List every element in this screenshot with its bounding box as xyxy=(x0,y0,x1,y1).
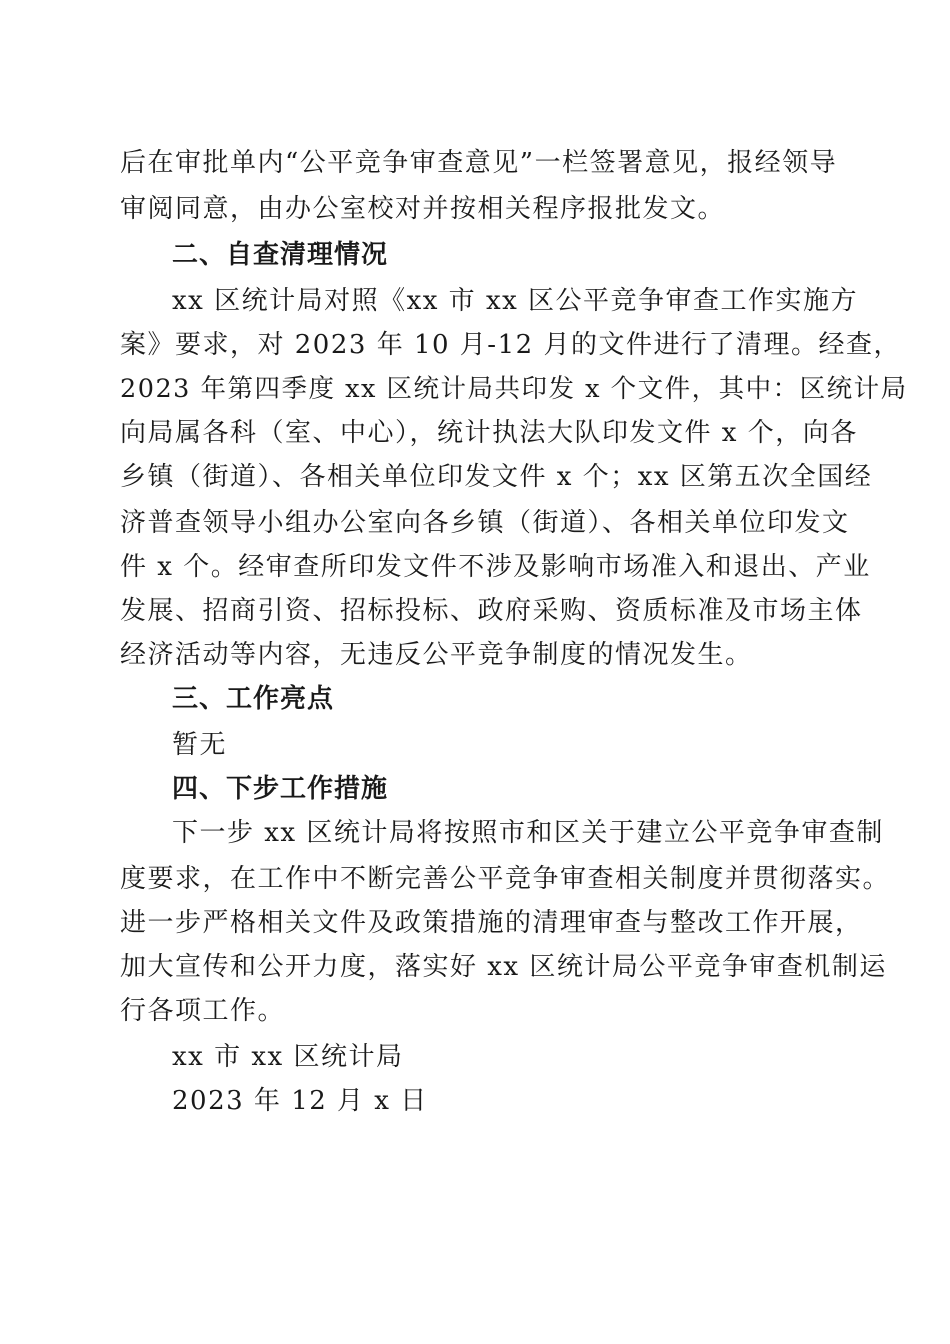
paragraph-line: 行各项工作。 xyxy=(120,996,286,1026)
paragraph-line: xx 区统计局对照《xx 市 xx 区公平竞争审查工作实施方 xyxy=(172,286,859,316)
signature-org: xx 市 xx 区统计局 xyxy=(172,1042,404,1072)
paragraph-line: 暂无 xyxy=(172,730,228,760)
section-heading: 三、工作亮点 xyxy=(172,684,335,714)
paragraph-line: 下一步 xx 区统计局将按照市和区关于建立公平竞争审查制 xyxy=(172,818,884,848)
section-heading: 四、下步工作措施 xyxy=(172,774,389,804)
paragraph-line: 向局属各科（室、中心），统计执法大队印发文件 x 个，向各 xyxy=(120,418,858,448)
signature-date: 2023 年 12 月 x 日 xyxy=(172,1086,428,1116)
paragraph-line: 加大宣传和公开力度，落实好 xx 区统计局公平竞争审查机制运 xyxy=(120,952,887,982)
paragraph-line: 乡镇（街道）、各相关单位印发文件 x 个；xx 区第五次全国经 xyxy=(120,462,873,492)
paragraph-line: 案》要求，对 2023 年 10 月-12 月的文件进行了清理。经查， xyxy=(120,330,901,360)
paragraph-line: 度要求，在工作中不断完善公平竞争审查相关制度并贯彻落实。 xyxy=(120,864,891,894)
paragraph-line: 经济活动等内容，无违反公平竞争制度的情况发生。 xyxy=(120,640,753,670)
paragraph-line: 审阅同意，由办公室校对并按相关程序报批发文。 xyxy=(120,194,726,224)
paragraph-line: 后在审批单内“公平竞争审查意见”一栏签署意见，报经领导 xyxy=(120,148,838,178)
section-heading: 二、自查清理情况 xyxy=(172,240,389,270)
paragraph-line: 进一步严格相关文件及政策措施的清理审查与整改工作开展， xyxy=(120,908,863,938)
paragraph-line: 件 x 个。经审查所印发文件不涉及影响市场准入和退出、产业 xyxy=(120,552,871,582)
paragraph-line: 发展、招商引资、招标投标、政府采购、资质标准及市场主体 xyxy=(120,596,863,626)
paragraph-line: 济普查领导小组办公室向各乡镇（街道）、各相关单位印发文 xyxy=(120,508,850,538)
paragraph-line: 2023 年第四季度 xx 区统计局共印发 x 个文件，其中：区统计局 xyxy=(120,374,908,404)
